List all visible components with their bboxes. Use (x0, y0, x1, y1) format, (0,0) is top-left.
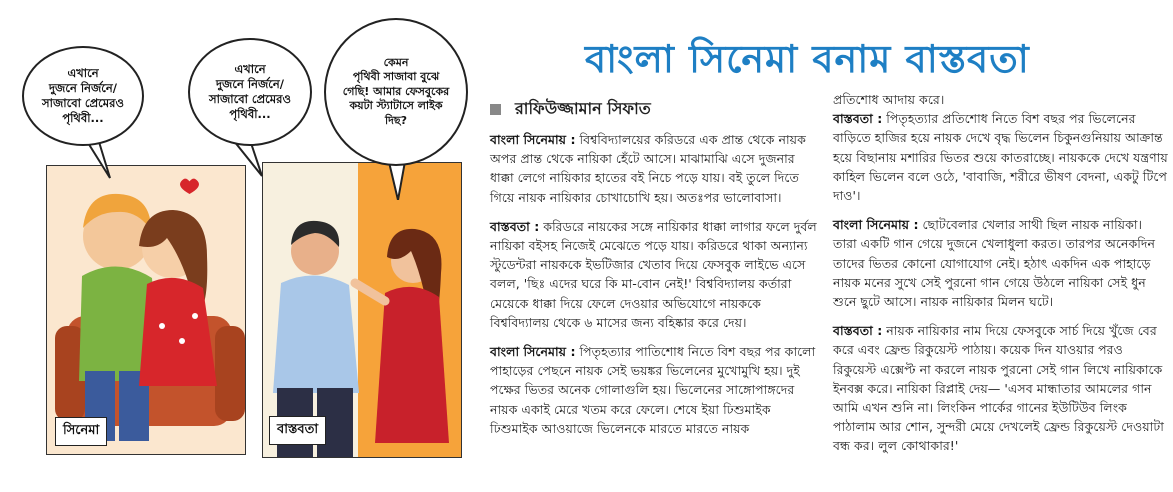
reality-panel (262, 162, 462, 458)
cinema-panel (46, 165, 246, 455)
paragraph (833, 109, 1168, 205)
paragraph-lead: বাস্তবতা : (490, 218, 540, 234)
article-column-2 (833, 90, 1168, 456)
paragraph-text: ছোটবেলার খেলার সাথী ছিল নায়ক নায়িকা। তারা একটি গান গেয়ে দুজনে খেলাধুলা করত। তারপর অনেকদিন তাদের ভিতর কোনো যোগাযোগ নেই। হঠাৎ একদিন এক পাহাড়ে নায়ক মনের সুখে সেই পুরনো গান গেয়ে উঠলে নায়িকা সেই ধুন শুনে ছুটে আসে। নায়ক নায়িকার মিলন ঘটে। (833, 217, 1156, 310)
paragraph-lead: বাংলা সিনেমায় : (490, 132, 576, 147)
reality-label: বাস্তবতা (269, 416, 326, 445)
article-column-1 (490, 130, 820, 438)
article-title: বাংলা সিনেমা বনাম বাস্তবতা (585, 36, 1030, 81)
paragraph (833, 321, 1168, 455)
speech-bubble-reality-man (188, 38, 312, 146)
paragraph-lead: বাস্তবতা : (833, 323, 883, 339)
speech-bubble-reality-woman (324, 18, 468, 166)
paragraph-lead: বাস্তবতা : (833, 111, 883, 127)
byline-square-icon (490, 104, 501, 115)
speech-bubble-cinema (22, 46, 144, 146)
paragraph-lead: বাংলা সিনেমায় : (490, 344, 576, 360)
couple-illustration (47, 166, 246, 455)
paragraph (490, 130, 820, 207)
paragraph (490, 217, 820, 332)
paragraph (833, 215, 1168, 311)
speech-bubble-reality-man-text: এখানে দুজনে নির্জনে/ সাজাবো প্রেমেরও পৃথিবী... (209, 62, 291, 121)
paragraph (490, 342, 820, 438)
speech-bubble-cinema-text: এখানে দুজনে নির্জনে/ সাজাবো প্রেমেরও পৃথিবী... (42, 66, 124, 125)
arguing-couple-illustration (263, 163, 462, 458)
paragraph-continuation: প্রতিশোধ আদায় করে। (833, 92, 945, 107)
cinema-label: সিনেমা (55, 417, 107, 446)
paragraph-text: বিশ্ববিদ্যালয়ের করিডরে এক প্রান্ত থেকে নায়ক অপর প্রান্ত থেকে নায়িকা হেঁটে আসে। মাঝামাঝি এসে দুজনার ধাক্কা লেগে নায়িকার হাতের বই নিচে পড়ে যায়। বই তুলে দিতে গিয়ে নায়ক নায়িকার চোখাচোখি হয়। অতঃপর ভালোবাসা। (490, 132, 806, 205)
speech-bubble-reality-woman-text: কেমন পৃথিবী সাজাবা বুঝে গেছি! আমার ফেসবুকের কয়টা স্ট্যাটাসে লাইক দিছ? (342, 55, 450, 127)
author-name: রাফিউজ্জামান সিফাত (515, 99, 651, 118)
comic-illustration (0, 0, 470, 492)
paragraph-text: পিতৃহত্যার পাতিশোধ নিতে বিশ বছর পর কালো পাহাড়ের পেছনে নায়ক সেই ভয়ঙ্কর ভিলেনের মুখোমুখি হয়। দুই পক্ষের ভিতর অনেক গোলাগুলি হয়। ভিলেনের সাঙ্গোপাঙ্গদের নায়ক একাই মেরে খতম করে ফেলে। শেষে ইয়া ঢিশুমাইক ঢিশুমাইক আওয়াজে ভিলেনকে মারতে মারতে নায়ক (490, 344, 816, 436)
paragraph-lead: বাংলা সিনেমায় : (833, 217, 919, 233)
paragraph-text: পিতৃহত্যার প্রতিশোধ নিতে বিশ বছর পর ভিলেনের বাড়িতে হাজির হয়ে নায়ক দেখে বৃদ্ধ ভিলেন চিকুনগুনিয়ায় আক্রান্ত হয়ে বিছানায় মশারির ভিতর শুয়ে কাতরাচ্ছে। নায়ককে দেখে যন্ত্রণায় কাহিল ভিলেন বলে ওঠে, 'বাবাজি, শরীরে ভীষণ বেদনা, একটু টিপে দাও'। (833, 111, 1168, 204)
paragraph-text: নায়ক নায়িকার নাম দিয়ে ফেসবুকে সার্চ দিয়ে খুঁজে বের করে এবং ফ্রেন্ড রিকুয়েস্ট পাঠায়। কয়েক দিন যাওয়ার পরও রিকুয়েস্ট এক্সেপ্ট না করলে নায়ক পুরনো সেই গান লিখে নায়িকাকে ইনবক্স করে। নায়িকা রিপ্লাই দেয়— 'এসব মান্ধাতার আমলের গান আমি এখন শুনি না। লিংকিন পার্কের গানের ইউটিউব লিংক পাঠালাম আর শোন, সুন্দরী মেয়ে দেখলেই ফ্রেন্ড রিকুয়েস্ট দেওয়াটা বন্ধ কর। লুল কোথাকার!' (833, 323, 1164, 454)
byline (490, 96, 651, 123)
paragraph-text: করিডরে নায়কের সঙ্গে নায়িকার ধাক্কা লাগার ফলে দুর্বল নায়িকা বইসহ নিজেই মেঝেতে পড়ে যায়। করিডরে থাকা অন্যান্য স্টুডেন্টরা নায়ককে ইভটিজার খেতাব দিয়ে ফেসবুক লাইভে এসে বলল, 'ছিঃ এদের ঘরে কি মা-বোন নেই!' বিশ্ববিদ্যালয় কর্তারা মেয়েকে ধাক্কা দিয়ে ফেলে দেওয়ার অভিযোগে নায়ককে বিশ্ববিদ্যালয় থেকে ৬ মাসের জন্য বহিষ্কার করে দেয়। (490, 218, 817, 330)
